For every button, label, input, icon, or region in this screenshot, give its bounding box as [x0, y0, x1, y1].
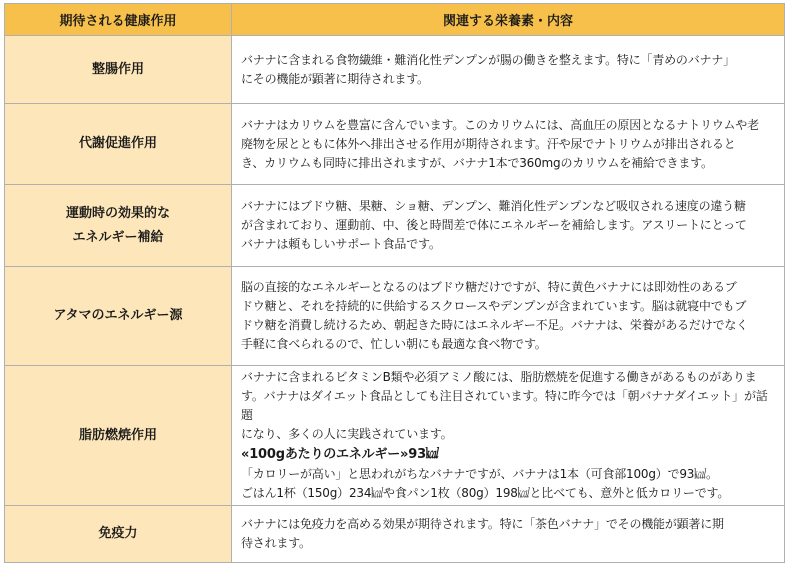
table-row	[5, 366, 785, 506]
table-row	[5, 267, 785, 366]
header-expected-effect: 期待される健康作用	[5, 4, 232, 36]
header-row	[5, 4, 785, 36]
description-cell	[232, 366, 785, 506]
effect-cell: アタマのエネルギー源	[5, 267, 232, 366]
description-cell	[232, 185, 785, 267]
table-row	[5, 104, 785, 185]
header-related-nutrients: 関連する栄養素・内容	[232, 4, 785, 36]
description-cell	[232, 36, 785, 104]
banana-health-table	[4, 3, 785, 563]
table-row	[5, 185, 785, 267]
energy-subheading: «100gあたりのエネルギー»93㎉	[241, 447, 439, 462]
table-row	[5, 36, 785, 104]
description-text: バナナはカリウムを豊富に含んでいます。このカリウムには、高血圧の原因となるナトリウムや老 廃物を尿とともに体外へ排出させる作用が期待されます。汗や尿でナトリウムが排出されると き、カリウムも同時に排出されますが、バナナ1本で360mgのカリウムを補給できます。	[241, 117, 759, 170]
description-text-after: 「カロリーが高い」と思われがちなバナナですが、バナナは1本（可食部100g）で93㎉。 ごはん1杯（150g）234㎉や食パン1枚（80g）198㎉と比べても、意外と低カロリーです。	[241, 467, 730, 500]
description-text: バナナにはブドウ糖、果糖、ショ糖、デンプン、難消化性デンプンなど吸収される速度の違う糖 が含まれており、運動前、中、後と時間差で体にエネルギーを補給します。アスリートにとって バナナは頼もしいサポート食品です。	[241, 199, 747, 251]
table-row	[5, 506, 785, 563]
description-text: 脳の直接的なエネルギーとなるのはブドウ糖だけですが、特に黄色バナナには即効性のあるブ ドウ糖と、それを持続的に供給するスクロースやデンプンが含まれています。脳は就寝中でもブ ドウ糖を消費し続けるため、朝起きた時にはエネルギー不足。バナナは、栄養があるだけでなく 手軽に食べられるので、忙しい朝にも最適な食べ物です。	[241, 280, 748, 351]
effect-cell: 整腸作用	[5, 36, 232, 104]
description-text: バナナに含まれるビタミンB類や必須アミノ酸には、脂肪燃焼を促進する働きがあるものがありま す。バナナはダイエット食品としても注目されています。特に昨今では「朝バナナダイエット」が話題 になり、多くの人に実践されています。	[241, 370, 768, 441]
description-text: バナナに含まれる食物繊維・難消化性デンプンが腸の働きを整えます。特に「青めのバナナ」 にその機能が顕著に期待されます。	[241, 52, 735, 86]
effect-cell: 脂肪燃焼作用	[5, 366, 232, 506]
description-cell	[232, 267, 785, 366]
description-text: バナナには免疫力を高める効果が期待されます。特に「茶色バナナ」でその機能が顕著に期 待されます。	[241, 517, 724, 550]
effect-cell: 免疫力	[5, 506, 232, 563]
description-cell	[232, 506, 785, 563]
effect-cell: 代謝促進作用	[5, 104, 232, 185]
description-cell	[232, 104, 785, 185]
effect-cell: 運動時の効果的な エネルギー補給	[5, 185, 232, 267]
